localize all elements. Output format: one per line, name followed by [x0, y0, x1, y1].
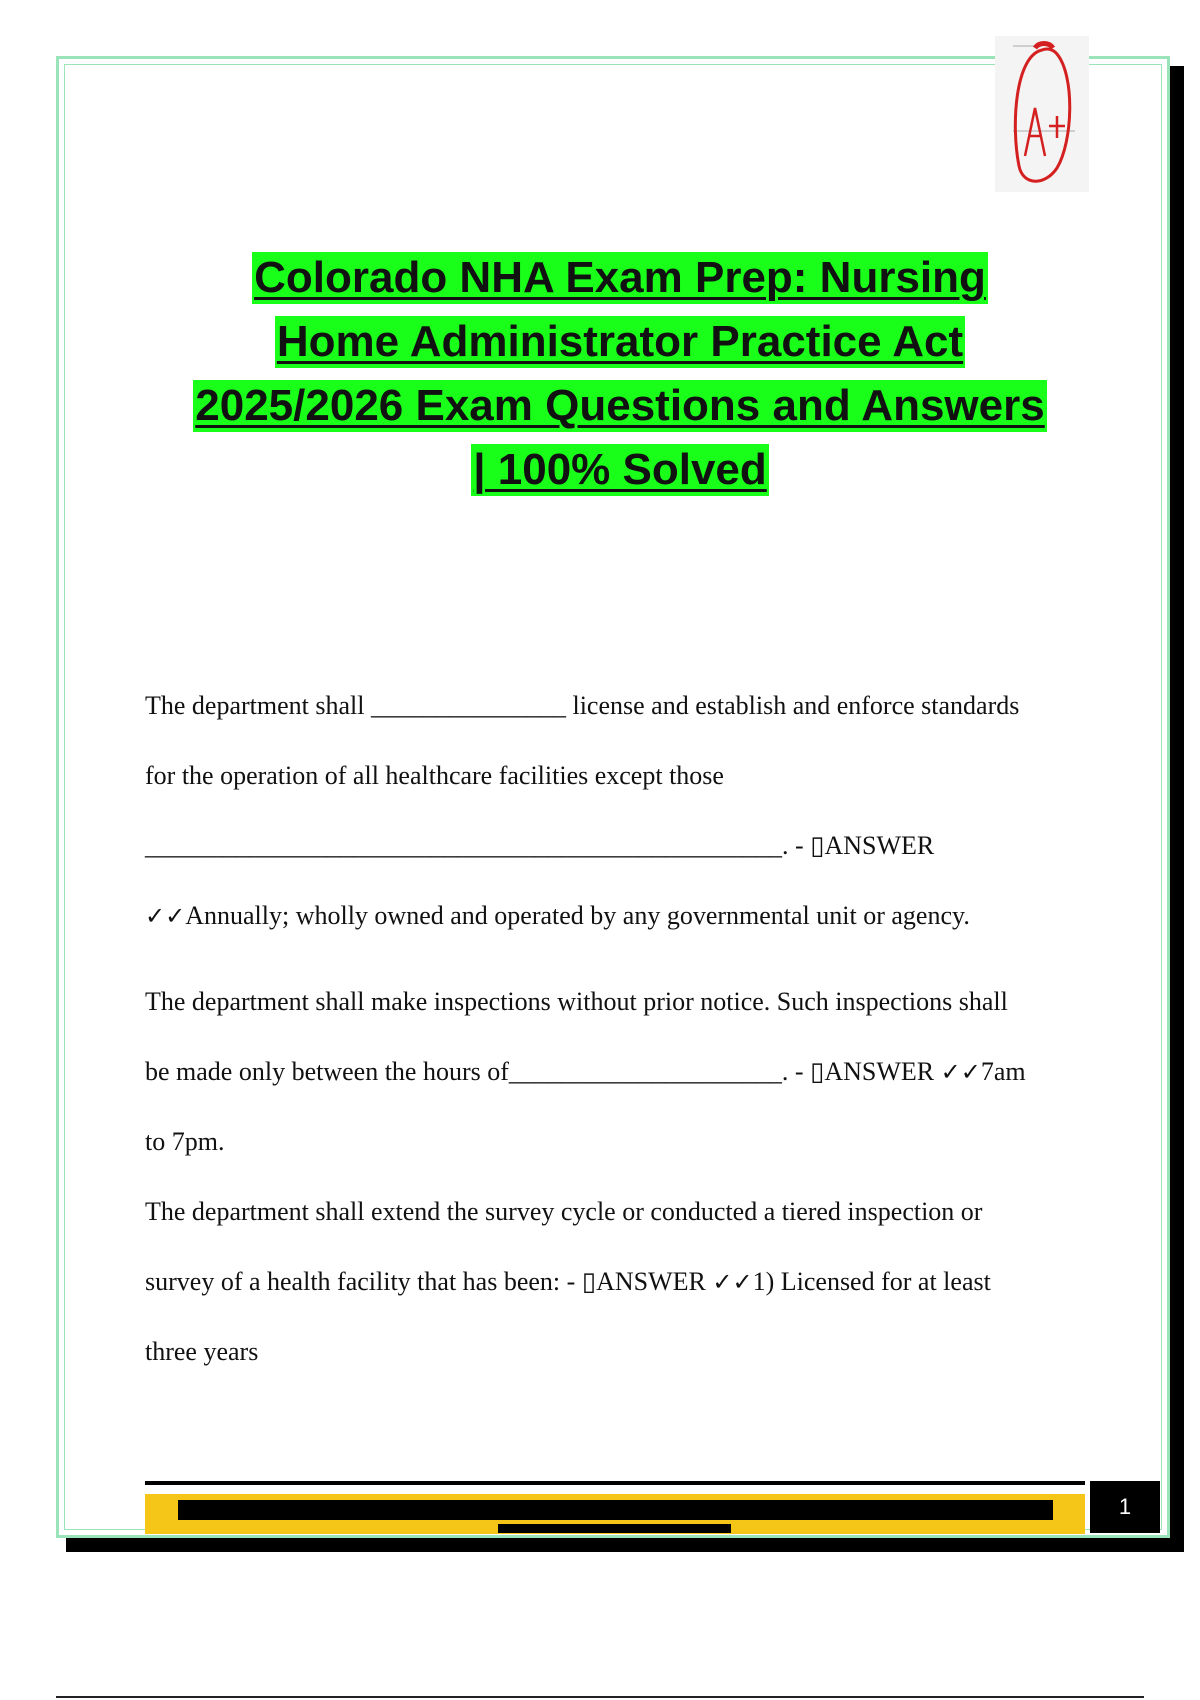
bottom-rule	[56, 1696, 1144, 1698]
grade-stamp	[995, 36, 1089, 192]
question-text: The department shall _______________ license and establish and enforce standards	[145, 691, 1020, 720]
a-plus-stamp-icon	[995, 36, 1089, 192]
question-2	[145, 976, 1090, 1186]
title-line-2: Home Administrator Practice Act	[276, 317, 964, 366]
question-3	[145, 1186, 1090, 1396]
footer-black-stripe	[178, 1500, 1053, 1520]
question-text: survey of a health facility that has been: - ▯ANSWER	[145, 1267, 713, 1296]
document-title	[120, 252, 1120, 508]
check-icon: ✓✓	[145, 902, 186, 930]
question-text: for the operation of all healthcare facilities except those	[145, 761, 724, 790]
page-number: 1	[1090, 1481, 1160, 1533]
answer-line	[145, 890, 1090, 960]
answer-text: 1) Licensed for at least	[752, 1267, 991, 1296]
title-line-3: 2025/2026 Exam Questions and Answers	[195, 381, 1045, 430]
answer-text: 7am	[980, 1057, 1026, 1086]
question-text: The department shall extend the survey cycle or conducted a tiered inspection or	[145, 1197, 983, 1226]
check-icon: ✓✓	[712, 1268, 753, 1296]
question-1	[145, 680, 1090, 960]
question-answer-line	[145, 1256, 1090, 1326]
question-list	[145, 680, 1090, 1396]
check-icon: ✓✓	[940, 1058, 981, 1086]
footer-small-stripe	[498, 1524, 731, 1533]
answer-text: three years	[145, 1337, 259, 1366]
question-text: be made only between the hours of_____________________. - ▯ANSWER	[145, 1057, 941, 1086]
question-answer-line	[145, 1046, 1090, 1116]
question-text: _________________________________________________. - ▯ANSWER	[145, 831, 935, 860]
footer-rule	[145, 1481, 1085, 1485]
answer-text: to 7pm.	[145, 1127, 225, 1156]
title-line-1: Colorado NHA Exam Prep: Nursing	[254, 253, 986, 302]
title-line-4: | 100% Solved	[473, 445, 767, 494]
question-text: The department shall make inspections without prior notice. Such inspections shall	[145, 987, 1008, 1016]
answer-text: Annually; wholly owned and operated by any governmental unit or agency.	[185, 901, 970, 930]
